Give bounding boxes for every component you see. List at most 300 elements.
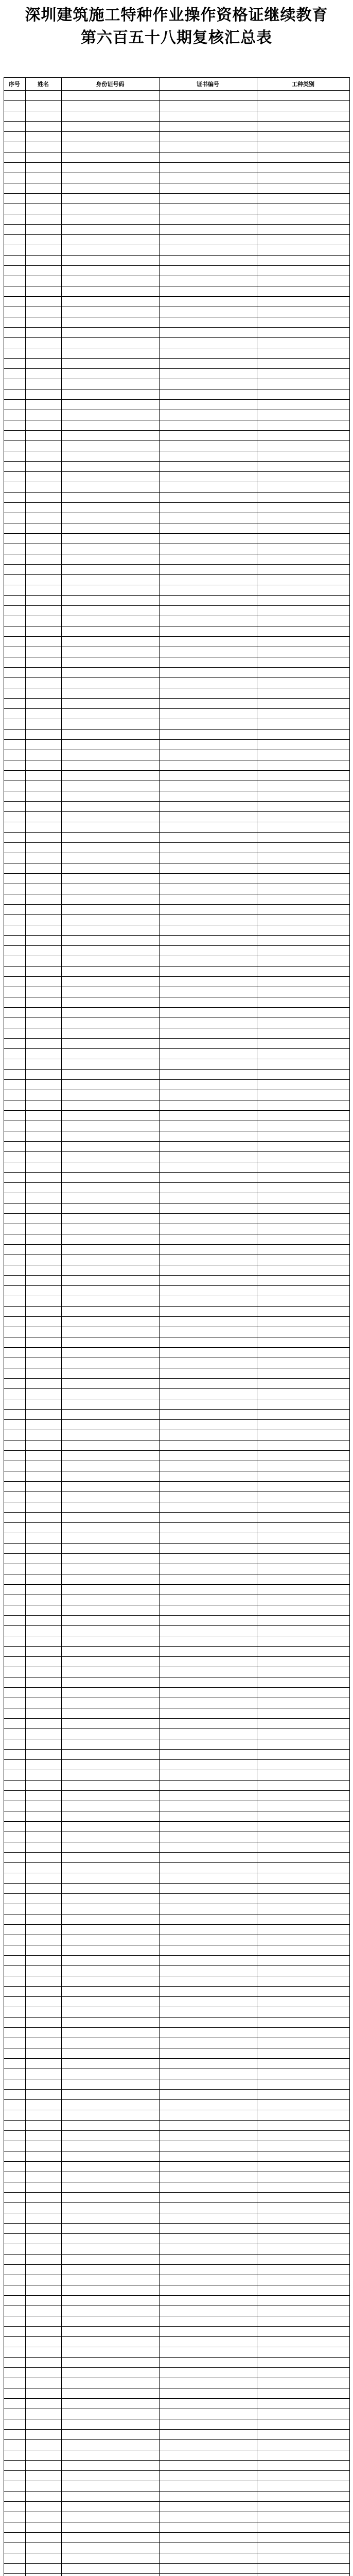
cell-job-type xyxy=(257,235,349,245)
table-row xyxy=(4,1018,349,1028)
cell-name xyxy=(25,2316,61,2327)
cell-certificate-number xyxy=(159,853,257,863)
cell-job-type xyxy=(257,472,349,482)
cell-certificate-number xyxy=(159,2378,257,2388)
cell-certificate-number xyxy=(159,2028,257,2038)
cell-certificate-number xyxy=(159,513,257,523)
cell-name xyxy=(25,276,61,286)
cell-job-type xyxy=(257,1039,349,1049)
table-row xyxy=(4,2388,349,2399)
cell-id-number xyxy=(61,1337,159,1348)
cell-seq xyxy=(4,1966,25,1976)
cell-id-number xyxy=(61,1616,159,1626)
cell-name xyxy=(25,2553,61,2564)
cell-seq xyxy=(4,1234,25,1245)
cell-certificate-number xyxy=(159,2440,257,2450)
cell-name xyxy=(25,338,61,348)
cell-certificate-number xyxy=(159,1853,257,1863)
table-row xyxy=(4,874,349,884)
cell-name xyxy=(25,699,61,709)
cell-job-type xyxy=(257,719,349,730)
cell-id-number xyxy=(61,750,159,760)
cell-id-number xyxy=(61,173,159,183)
cell-id-number xyxy=(61,822,159,833)
table-row xyxy=(4,2090,349,2100)
cell-seq xyxy=(4,1307,25,1317)
table-row xyxy=(4,1399,349,1410)
cell-id-number xyxy=(61,2193,159,2203)
cell-name xyxy=(25,1296,61,1307)
cell-seq xyxy=(4,1904,25,1914)
cell-job-type xyxy=(257,1657,349,1667)
cell-job-type xyxy=(257,1482,349,1492)
cell-certificate-number xyxy=(159,1770,257,1781)
cell-job-type xyxy=(257,1379,349,1389)
cell-job-type xyxy=(257,1739,349,1750)
cell-name xyxy=(25,2151,61,2162)
cell-certificate-number xyxy=(159,91,257,101)
cell-seq xyxy=(4,1348,25,1358)
cell-certificate-number xyxy=(159,626,257,637)
table-row xyxy=(4,1739,349,1750)
cell-job-type xyxy=(257,431,349,441)
cell-id-number xyxy=(61,1729,159,1739)
table-row xyxy=(4,1100,349,1111)
cell-name xyxy=(25,1791,61,1801)
table-row xyxy=(4,1214,349,1224)
cell-name xyxy=(25,2018,61,2028)
cell-seq xyxy=(4,1842,25,1853)
cell-certificate-number xyxy=(159,462,257,472)
cell-name xyxy=(25,1183,61,1193)
cell-name xyxy=(25,1595,61,1605)
cell-name xyxy=(25,1863,61,1873)
cell-id-number xyxy=(61,1492,159,1502)
table-row xyxy=(4,781,349,791)
cell-id-number xyxy=(61,1688,159,1698)
table-row xyxy=(4,183,349,194)
cell-id-number xyxy=(61,626,159,637)
cell-job-type xyxy=(257,802,349,812)
cell-id-number xyxy=(61,730,159,740)
cell-certificate-number xyxy=(159,2018,257,2028)
cell-seq xyxy=(4,575,25,585)
cell-job-type xyxy=(257,1173,349,1183)
cell-name xyxy=(25,1533,61,1544)
cell-job-type xyxy=(257,1966,349,1976)
cell-name xyxy=(25,925,61,936)
table-row xyxy=(4,1595,349,1605)
cell-seq xyxy=(4,1162,25,1173)
table-row xyxy=(4,1574,349,1585)
cell-job-type xyxy=(257,544,349,554)
cell-seq xyxy=(4,1801,25,1811)
cell-job-type xyxy=(257,606,349,616)
cell-name xyxy=(25,2358,61,2368)
cell-id-number xyxy=(61,2378,159,2388)
cell-name xyxy=(25,2409,61,2419)
table-row xyxy=(4,1379,349,1389)
table-row xyxy=(4,286,349,297)
cell-seq xyxy=(4,266,25,276)
cell-certificate-number xyxy=(159,132,257,142)
cell-certificate-number xyxy=(159,503,257,513)
cell-seq xyxy=(4,1945,25,1956)
cell-seq xyxy=(4,2059,25,2069)
cell-id-number xyxy=(61,2285,159,2296)
cell-job-type xyxy=(257,2162,349,2172)
cell-certificate-number xyxy=(159,905,257,915)
cell-job-type xyxy=(257,1708,349,1719)
cell-id-number xyxy=(61,863,159,874)
header-certificate-number: 证书编号 xyxy=(159,78,257,91)
cell-job-type xyxy=(257,2079,349,2090)
cell-id-number xyxy=(61,946,159,956)
cell-job-type xyxy=(257,1884,349,1894)
cell-job-type xyxy=(257,1997,349,2007)
cell-id-number xyxy=(61,317,159,328)
cell-seq xyxy=(4,1811,25,1822)
cell-name xyxy=(25,626,61,637)
cell-seq xyxy=(4,2048,25,2059)
cell-seq xyxy=(4,1544,25,1554)
header-name: 姓名 xyxy=(25,78,61,91)
cell-name xyxy=(25,709,61,719)
cell-certificate-number xyxy=(159,822,257,833)
cell-name xyxy=(25,2131,61,2141)
cell-seq xyxy=(4,1440,25,1451)
cell-seq xyxy=(4,565,25,575)
cell-certificate-number xyxy=(159,1595,257,1605)
cell-id-number xyxy=(61,1389,159,1399)
table-row xyxy=(4,1049,349,1059)
table-row xyxy=(4,1616,349,1626)
cell-id-number xyxy=(61,1327,159,1337)
cell-id-number xyxy=(61,843,159,853)
cell-job-type xyxy=(257,1636,349,1647)
cell-seq xyxy=(4,1337,25,1348)
cell-id-number xyxy=(61,565,159,575)
cell-job-type xyxy=(257,276,349,286)
cell-certificate-number xyxy=(159,2471,257,2481)
cell-certificate-number xyxy=(159,1131,257,1142)
cell-name xyxy=(25,1080,61,1090)
cell-id-number xyxy=(61,2182,159,2193)
cell-certificate-number xyxy=(159,493,257,503)
cell-job-type xyxy=(257,2533,349,2543)
cell-seq xyxy=(4,905,25,915)
cell-certificate-number xyxy=(159,2213,257,2224)
table-row xyxy=(4,266,349,276)
table-row xyxy=(4,2512,349,2522)
cell-job-type xyxy=(257,2574,349,2576)
cell-name xyxy=(25,781,61,791)
cell-seq xyxy=(4,771,25,781)
cell-job-type xyxy=(257,1811,349,1822)
cell-job-type xyxy=(257,1049,349,1059)
cell-job-type xyxy=(257,2182,349,2193)
cell-id-number xyxy=(61,1647,159,1657)
cell-seq xyxy=(4,812,25,822)
cell-id-number xyxy=(61,2574,159,2576)
cell-job-type xyxy=(257,1327,349,1337)
table-row xyxy=(4,1842,349,1853)
cell-name xyxy=(25,1265,61,1276)
cell-id-number xyxy=(61,2481,159,2492)
cell-seq xyxy=(4,822,25,833)
cell-job-type xyxy=(257,2059,349,2069)
cell-job-type xyxy=(257,111,349,122)
cell-job-type xyxy=(257,977,349,987)
cell-id-number xyxy=(61,1976,159,1987)
cell-job-type xyxy=(257,1234,349,1245)
cell-job-type xyxy=(257,1337,349,1348)
cell-seq xyxy=(4,678,25,688)
cell-name xyxy=(25,2327,61,2337)
cell-certificate-number xyxy=(159,1337,257,1348)
cell-id-number xyxy=(61,2007,159,2018)
table-row xyxy=(4,967,349,977)
cell-job-type xyxy=(257,1399,349,1410)
cell-certificate-number xyxy=(159,1904,257,1914)
cell-name xyxy=(25,1688,61,1698)
cell-seq xyxy=(4,1471,25,1482)
cell-name xyxy=(25,1554,61,1564)
cell-certificate-number xyxy=(159,2234,257,2244)
cell-seq xyxy=(4,1204,25,1214)
table-row xyxy=(4,1832,349,1842)
cell-id-number xyxy=(61,1018,159,1028)
cell-job-type xyxy=(257,328,349,338)
cell-job-type xyxy=(257,194,349,204)
cell-name xyxy=(25,1708,61,1719)
cell-job-type xyxy=(257,1533,349,1544)
table-row xyxy=(4,2430,349,2440)
cell-id-number xyxy=(61,152,159,163)
cell-seq xyxy=(4,2213,25,2224)
cell-name xyxy=(25,1636,61,1647)
table-row xyxy=(4,297,349,307)
cell-certificate-number xyxy=(159,1894,257,1904)
table-row xyxy=(4,152,349,163)
cell-seq xyxy=(4,2574,25,2576)
cell-name xyxy=(25,678,61,688)
table-row xyxy=(4,771,349,781)
cell-job-type xyxy=(257,1667,349,1677)
cell-name xyxy=(25,637,61,647)
cell-name xyxy=(25,1801,61,1811)
cell-seq xyxy=(4,2358,25,2368)
cell-id-number xyxy=(61,1791,159,1801)
cell-id-number xyxy=(61,2409,159,2419)
cell-seq xyxy=(4,2265,25,2275)
cell-job-type xyxy=(257,822,349,833)
cell-job-type xyxy=(257,410,349,420)
cell-name xyxy=(25,2347,61,2358)
cell-certificate-number xyxy=(159,1636,257,1647)
cell-job-type xyxy=(257,122,349,132)
cell-seq xyxy=(4,1296,25,1307)
cell-job-type xyxy=(257,740,349,750)
cell-certificate-number xyxy=(159,2007,257,2018)
cell-id-number xyxy=(61,503,159,513)
cell-seq xyxy=(4,585,25,596)
cell-job-type xyxy=(257,2090,349,2100)
cell-seq xyxy=(4,2100,25,2110)
cell-job-type xyxy=(257,771,349,781)
table-row xyxy=(4,1358,349,1368)
cell-id-number xyxy=(61,2275,159,2285)
cell-job-type xyxy=(257,1523,349,1533)
cell-id-number xyxy=(61,338,159,348)
cell-seq xyxy=(4,2172,25,2182)
cell-name xyxy=(25,2100,61,2110)
cell-certificate-number xyxy=(159,2172,257,2182)
table-row xyxy=(4,2306,349,2316)
cell-job-type xyxy=(257,1677,349,1688)
cell-job-type xyxy=(257,286,349,297)
cell-name xyxy=(25,1337,61,1348)
cell-seq xyxy=(4,152,25,163)
cell-id-number xyxy=(61,616,159,626)
cell-seq xyxy=(4,1430,25,1440)
cell-certificate-number xyxy=(159,359,257,369)
table-row xyxy=(4,348,349,359)
cell-certificate-number xyxy=(159,1214,257,1224)
cell-name xyxy=(25,1028,61,1039)
cell-job-type xyxy=(257,1760,349,1770)
cell-seq xyxy=(4,389,25,400)
cell-job-type xyxy=(257,1183,349,1193)
cell-seq xyxy=(4,1853,25,1863)
cell-seq xyxy=(4,1956,25,1966)
cell-certificate-number xyxy=(159,2244,257,2255)
cell-seq xyxy=(4,2399,25,2409)
cell-name xyxy=(25,1440,61,1451)
cell-certificate-number xyxy=(159,2502,257,2512)
cell-certificate-number xyxy=(159,1811,257,1822)
cell-job-type xyxy=(257,1914,349,1925)
cell-job-type xyxy=(257,585,349,596)
table-row xyxy=(4,1894,349,1904)
cell-job-type xyxy=(257,1286,349,1296)
table-row xyxy=(4,2553,349,2564)
table-row xyxy=(4,1162,349,1173)
cell-name xyxy=(25,565,61,575)
cell-certificate-number xyxy=(159,1059,257,1070)
cell-id-number xyxy=(61,2100,159,2110)
cell-seq xyxy=(4,1595,25,1605)
cell-name xyxy=(25,152,61,163)
cell-id-number xyxy=(61,534,159,544)
table-row xyxy=(4,894,349,905)
cell-certificate-number xyxy=(159,1368,257,1379)
cell-seq xyxy=(4,1574,25,1585)
cell-certificate-number xyxy=(159,1708,257,1719)
cell-job-type xyxy=(257,2069,349,2079)
cell-job-type xyxy=(257,2255,349,2265)
cell-job-type xyxy=(257,2553,349,2564)
cell-seq xyxy=(4,1327,25,1337)
cell-job-type xyxy=(257,874,349,884)
cell-name xyxy=(25,1647,61,1657)
cell-name xyxy=(25,173,61,183)
cell-certificate-number xyxy=(159,1863,257,1873)
table-row xyxy=(4,2182,349,2193)
cell-id-number xyxy=(61,1296,159,1307)
cell-certificate-number xyxy=(159,1544,257,1554)
cell-job-type xyxy=(257,750,349,760)
cell-id-number xyxy=(61,1070,159,1080)
cell-id-number xyxy=(61,2522,159,2533)
cell-job-type xyxy=(257,307,349,317)
cell-seq xyxy=(4,1265,25,1276)
cell-seq xyxy=(4,1976,25,1987)
cell-seq xyxy=(4,1677,25,1688)
cell-job-type xyxy=(257,2110,349,2121)
cell-seq xyxy=(4,1894,25,1904)
cell-job-type xyxy=(257,637,349,647)
cell-name xyxy=(25,657,61,668)
cell-id-number xyxy=(61,2296,159,2306)
cell-certificate-number xyxy=(159,1914,257,1925)
cell-job-type xyxy=(257,1822,349,1832)
cell-certificate-number xyxy=(159,317,257,328)
cell-name xyxy=(25,874,61,884)
cell-job-type xyxy=(257,503,349,513)
cell-certificate-number xyxy=(159,2069,257,2079)
cell-seq xyxy=(4,554,25,565)
cell-certificate-number xyxy=(159,719,257,730)
cell-name xyxy=(25,2007,61,2018)
cell-name xyxy=(25,2069,61,2079)
cell-name xyxy=(25,2162,61,2172)
cell-id-number xyxy=(61,1111,159,1121)
table-row xyxy=(4,678,349,688)
cell-certificate-number xyxy=(159,2399,257,2409)
cell-name xyxy=(25,1513,61,1523)
cell-job-type xyxy=(257,781,349,791)
cell-certificate-number xyxy=(159,977,257,987)
cell-name xyxy=(25,1451,61,1461)
cell-name xyxy=(25,1111,61,1121)
cell-seq xyxy=(4,1090,25,1100)
cell-name xyxy=(25,2543,61,2553)
cell-job-type xyxy=(257,1987,349,1997)
cell-id-number xyxy=(61,1842,159,1853)
table-row xyxy=(4,2450,349,2461)
cell-id-number xyxy=(61,1039,159,1049)
cell-id-number xyxy=(61,1152,159,1162)
cell-id-number xyxy=(61,1750,159,1760)
cell-id-number xyxy=(61,668,159,678)
cell-id-number xyxy=(61,379,159,389)
cell-certificate-number xyxy=(159,1080,257,1090)
cell-job-type xyxy=(257,2121,349,2131)
cell-name xyxy=(25,1471,61,1482)
table-row xyxy=(4,905,349,915)
cell-seq xyxy=(4,122,25,132)
cell-name xyxy=(25,1544,61,1554)
table-row xyxy=(4,2409,349,2419)
cell-id-number xyxy=(61,204,159,214)
cell-name xyxy=(25,915,61,925)
cell-seq xyxy=(4,637,25,647)
table-row xyxy=(4,513,349,523)
cell-seq xyxy=(4,936,25,946)
table-row xyxy=(4,1121,349,1131)
cell-certificate-number xyxy=(159,760,257,771)
